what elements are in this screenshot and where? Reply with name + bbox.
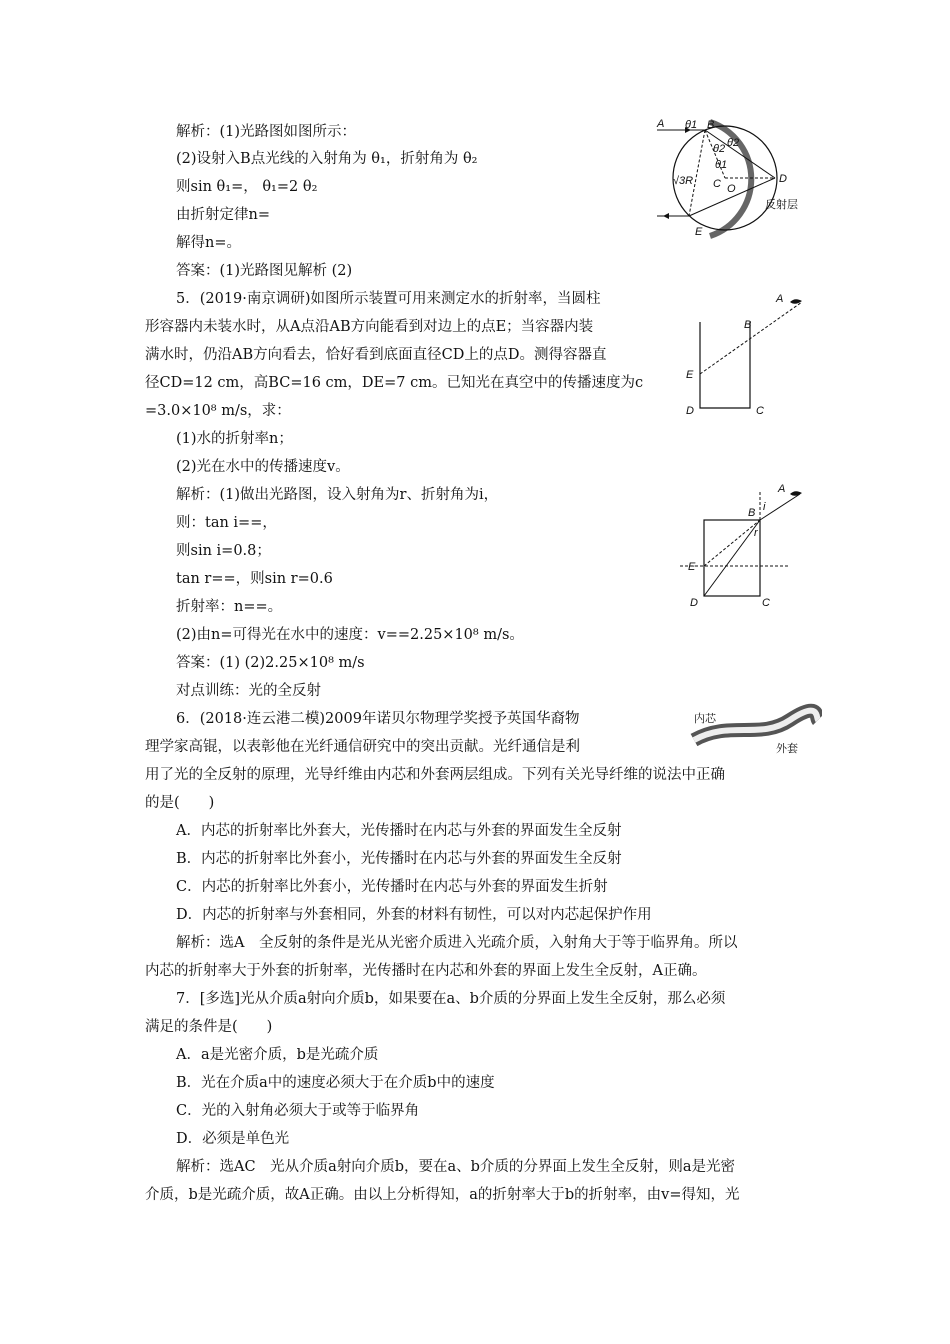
label-C: C [762,597,770,609]
ray-refracted [704,520,760,596]
line-36: D．必须是单色光 [176,1131,290,1147]
label-i: i [763,501,766,513]
label-E: E [686,369,694,381]
label-A: A [778,483,786,495]
line-21: 6．(2018·连云港二模)2009年诺贝尔物理学奖授予英国华裔物 [176,711,580,727]
label-D: D [779,173,787,185]
label-A: A [776,293,784,305]
label-B: B [748,507,756,519]
line-19: 答案：(1) (2)2.25×10⁸ m/s [176,655,365,671]
line-33: A．a是光密介质，b是光疏介质 [176,1047,379,1063]
line-35: C．光的入射角必须大于或等于临界角 [176,1103,420,1119]
line-2: 则sin θ₁=， θ₁=2 θ₂ [176,179,318,195]
chord-be [689,130,705,216]
ray-dry [704,520,760,566]
line-30: 内芯的折射率大于外套的折射率，光传播时在内芯和外套的界面上发生全反射，A正确。 [145,963,707,979]
line-13: 解析：(1)做出光路图，设入射角为r、折射角为i， [176,487,499,503]
label-E: E [688,561,696,573]
ray-air [760,494,800,520]
label-reflective-layer: 反射层 [765,198,798,211]
label-E: E [695,226,703,238]
label-r: r [754,527,758,539]
figure-container-refraction [680,480,810,610]
label-D: D [686,405,694,417]
line-0: 解析：(1)光路图如图所示： [176,124,357,140]
line-31: 7．[多选]光从介质a射向介质b，如果要在a、b介质的分界面上发生全反射，那么必须 [176,991,726,1007]
label-B: B [707,119,715,131]
line-10: =3.0×10⁸ m/s，求： [145,403,291,419]
eye-icon [790,491,802,496]
label-theta1-a: θ1 [685,119,698,131]
figure-light-path-circle [655,118,820,240]
line-38: 介质，b是光疏介质，故A正确。由以上分析得知，a的折射率大于b的折射率，由v=得知，光 [145,1187,740,1203]
label-theta2-b: θ2 [727,137,740,149]
label-D: D [690,597,698,609]
line-7: 形容器内未装水时，从A点沿AB方向能看到对边上的点E；当容器内装 [145,319,594,335]
label-B: B [744,319,752,331]
line-24: 的是( ) [145,795,215,811]
line-18: (2)由n=可得光在水中的速度：v==2.25×10⁸ m/s。 [176,627,524,643]
label-C: C [713,178,721,190]
label-core: 内芯 [694,712,716,725]
label-O: O [727,183,736,195]
line-37: 解析：选AC 光从介质a射向介质b，要在a、b介质的分界面上发生全反射，则a是光密 [176,1159,736,1175]
line-29: 解析：选A 全反射的条件是光从光密介质进入光疏介质，入射角大于等于临界角。所以 [176,935,738,951]
line-9: 径CD=12 cm，高BC=16 cm，DE=7 cm。已知光在真空中的传播速度为c [145,375,644,391]
line-1: (2)设射入B点光线的入射角为 θ₁，折射角为 θ₂ [176,151,478,167]
line-28: D．内芯的折射率与外套相同，外套的材料有韧性，可以对内芯起保护作用 [176,907,652,923]
line-17: 折射率：n==。 [176,599,283,615]
line-14: 则：tan i==， [176,515,277,531]
line-25: A．内芯的折射率比外套大，光传播时在内芯与外套的界面发生全反射 [176,823,622,839]
label-C: C [756,405,764,417]
arrow-exit-icon [663,213,669,219]
label-sqrt3R: √3R [673,175,694,187]
line-6: 5．(2019·南京调研)如图所示装置可用来测定水的折射率，当圆柱 [176,291,601,307]
line-23: 用了光的全反射的原理，光导纤维由内芯和外套两层组成。下列有关光导纤维的说法中正确 [145,767,725,783]
line-5: 答案：(1)光路图见解析 (2) [176,263,353,279]
line-27: C．内芯的折射率比外套小，光传播时在内芯与外套的界面发生折射 [176,879,608,895]
line-11: (1)水的折射率n； [176,431,293,447]
line-12: (2)光在水中的传播速度v。 [176,459,350,475]
line-34: B．光在介质a中的速度必须大于在介质b中的速度 [176,1075,495,1091]
line-26: B．内芯的折射率比外套小，光传播时在内芯与外套的界面发生全反射 [176,851,622,867]
figure-optical-fiber [690,700,822,756]
label-A: A [657,118,665,130]
label-theta2-a: θ2 [713,143,726,155]
label-theta1-b: θ1 [715,159,728,171]
line-3: 由折射定律n= [176,207,270,223]
line-16: tan r==，则sin r=0.6 [176,571,333,587]
line-20: 对点训练：光的全反射 [176,683,321,699]
figure-container-empty [680,292,810,424]
line-4: 解得n=。 [176,235,241,251]
container-walls [700,322,750,408]
label-sheath: 外套 [776,742,798,755]
line-15: 则sin i=0.8； [176,543,271,559]
line-32: 满足的条件是( ) [145,1019,273,1035]
sight-line [700,302,802,374]
line-8: 满水时，仍沿AB方向看去，恰好看到底面直径CD上的点D。测得容器直 [145,347,607,363]
line-22: 理学家高锟，以表彰他在光纤通信研究中的突出贡献。光纤通信是利 [145,739,580,755]
